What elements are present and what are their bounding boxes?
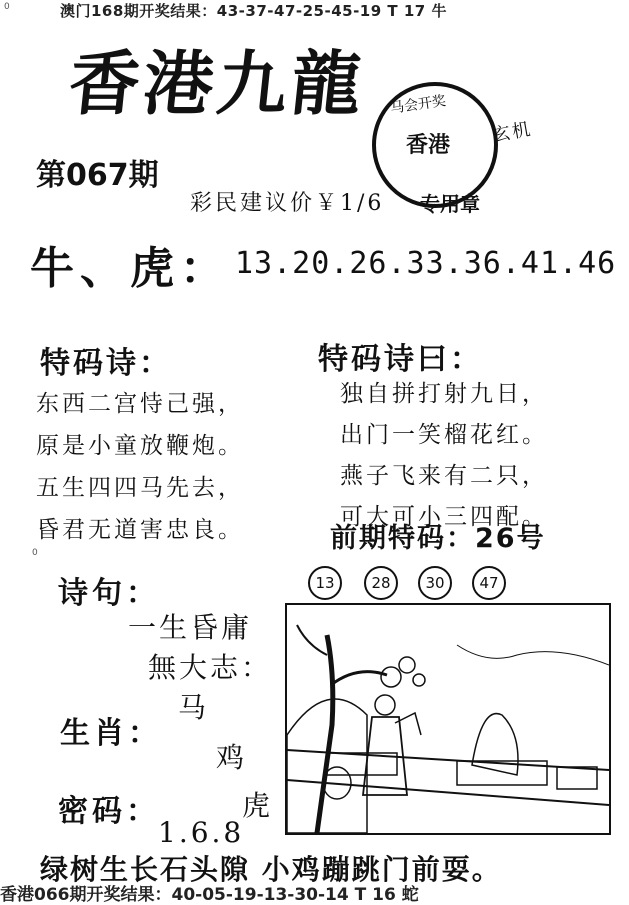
code-label: 密码： (58, 794, 160, 829)
poem-right-line: 可大可小三四配。 (340, 504, 548, 530)
previous-result-footer: 香港066期开奖结果：40-05-19-13-30-14 T 16 蛇 (0, 885, 419, 905)
corner-mark: 0 (4, 2, 10, 12)
previous-result-header: 澳门168期开奖结果：43-37-47-25-45-19 T 17 牛 (60, 2, 447, 20)
poem-left-line: 五生四四马先去， (36, 475, 244, 501)
scene-drawing (287, 605, 609, 833)
poem-left-line: 东西二宫恃己强， (36, 391, 244, 417)
side-mark: 0 (32, 548, 38, 558)
poem-right-heading: 特码诗曰： (318, 342, 483, 377)
poem-left-line: 原是小童放鞭炮。 (36, 433, 244, 459)
code-value: 1.6.8 (158, 816, 245, 849)
poem-right-line: 燕子飞来有二只， (340, 463, 548, 489)
verse-line: 無大志： (148, 651, 273, 684)
zodiac-pick: 马 (178, 691, 210, 724)
zodiac-pick-label: 生肖： (60, 716, 162, 751)
poem-left-line: 昏君无道害忠良。 (36, 517, 244, 543)
stamp-ring-text: 马会开奖 (389, 93, 447, 117)
scene-illustration (285, 603, 611, 835)
poem-left-heading: 特码诗： (40, 346, 172, 381)
suggested-price: 彩民建议价￥1/6 (190, 191, 385, 216)
zodiac-numbers: 13.20.26.33.36.41.46 (235, 246, 617, 281)
circled-number: 30 (418, 566, 452, 600)
stamp-center-text: 香港 (406, 133, 451, 158)
issue-number: 第067期 (36, 158, 159, 193)
poem-right-line: 独自拼打射九日， (340, 381, 548, 407)
circled-number: 47 (472, 566, 506, 600)
zodiac-pick: 虎 (242, 789, 274, 822)
stamp-side-text: 玄机 (490, 118, 534, 147)
last-special-number: 前期特码：26号 (330, 523, 546, 554)
poem-right-line: 出门一笑榴花红。 (340, 422, 548, 448)
zodiac-label: 牛、虎： (30, 243, 230, 294)
bottom-couplet: 绿树生长石头隙 小鸡蹦跳门前耍。 (40, 853, 502, 886)
circled-number: 28 (364, 566, 398, 600)
stamp-use-text: 专用章 (420, 192, 480, 216)
circled-number: 13 (308, 566, 342, 600)
verse-line: 一生昏庸 (128, 611, 253, 644)
zodiac-pick: 鸡 (216, 741, 248, 774)
page-title: 香港九龍 (65, 42, 370, 125)
verse-label: 诗句： (58, 576, 160, 611)
